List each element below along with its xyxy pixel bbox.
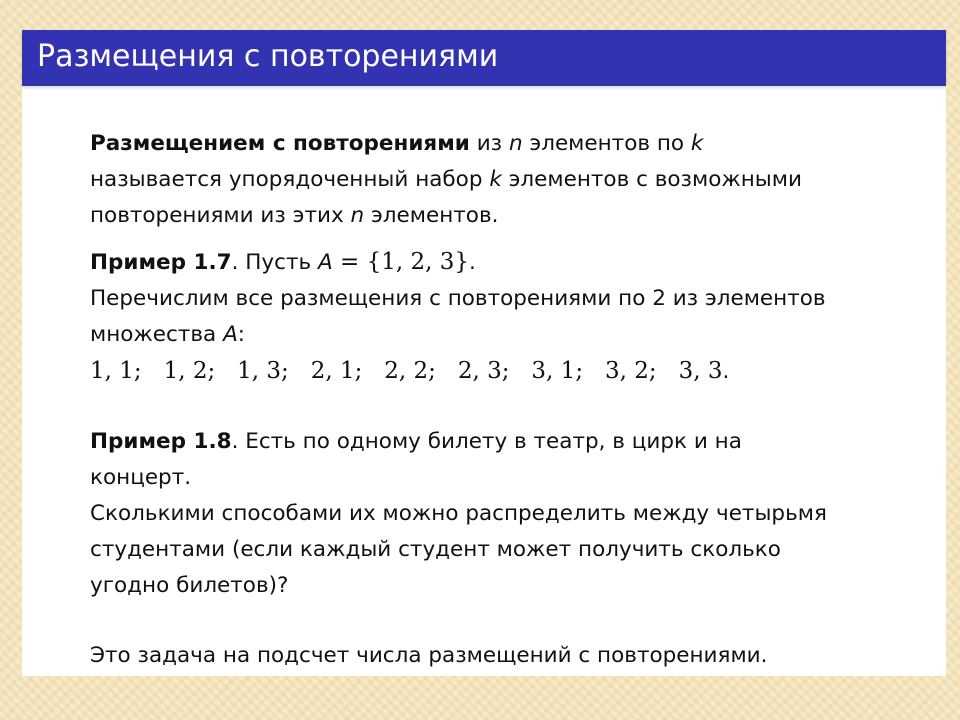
title-bar xyxy=(22,30,946,86)
example-1-8-line-2: концерт. xyxy=(90,465,192,490)
example-1-7-line-3: множества A: xyxy=(90,322,246,347)
definition xyxy=(90,126,926,234)
definition-line-3: повторениями из этих n элементов. xyxy=(90,203,499,228)
definition-term: Размещением с повторениями xyxy=(90,131,470,156)
definition-line-2: называется упорядоченный набор k элементов с возможными xyxy=(90,167,802,192)
example-label: Пример 1.8 xyxy=(90,429,232,454)
slide-title: Размещения с повторениями xyxy=(37,39,499,74)
slide xyxy=(22,30,946,676)
definition-line-1: Размещением с повторениями из n элементов по k xyxy=(90,131,704,156)
example-1-8-line-3: Сколькими способами их можно распределить между четырьмя xyxy=(90,501,827,526)
example-1-7 xyxy=(90,244,926,390)
slide-content xyxy=(90,126,926,674)
example-1-8 xyxy=(90,424,926,604)
set-definition: A = {1, 2, 3} xyxy=(318,249,470,275)
example-1-8-line-5: угодно билетов)? xyxy=(90,573,289,598)
conclusion: Это задача на подсчет числа размещений с повторениями. xyxy=(90,643,768,668)
pairs-list: 1, 1; 1, 2; 1, 3; 2, 1; 2, 2; 2, 3; 3, 1; 3, 2; 3, 3. xyxy=(90,358,730,384)
example-1-7-line-2: Перечислим все размещения с повторениями по 2 из элементов xyxy=(90,286,826,311)
example-1-8-heading: Пример 1.8. Есть по одному билету в театр, в цирк и на xyxy=(90,429,742,454)
example-1-7-heading: Пример 1.7. Пусть A = {1, 2, 3}. xyxy=(90,249,476,275)
example-label: Пример 1.7 xyxy=(90,250,232,275)
example-1-8-line-4: студентами (если каждый студент может получить сколько xyxy=(90,537,781,562)
